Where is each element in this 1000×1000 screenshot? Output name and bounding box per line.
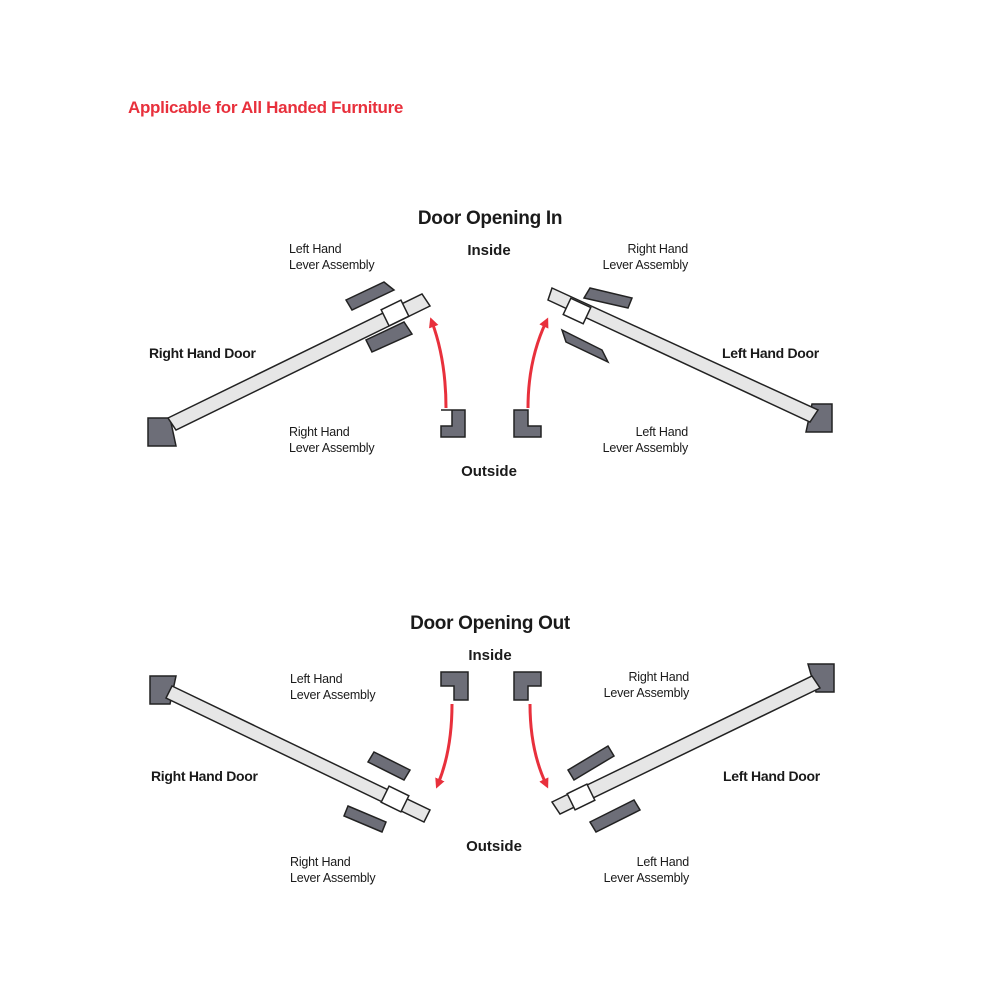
lever-assembly-label: Left Hand Lever Assembly: [289, 242, 375, 272]
lever-handle-inside: [584, 288, 632, 308]
lever-handle-inside: [368, 752, 410, 780]
section-title-opening-out: Door Opening Out: [410, 613, 570, 634]
frame-stop-left: [441, 410, 465, 437]
page-header: Applicable for All Handed Furniture: [128, 98, 404, 117]
lever-handle-outside: [562, 330, 608, 362]
frame-stop-left: [441, 672, 468, 700]
lever-assembly-label: Right Hand Lever Assembly: [602, 242, 688, 272]
lever-assembly-label: Right Hand Lever Assembly: [290, 855, 376, 885]
right-hand-door-label: Right Hand Door: [149, 345, 256, 361]
frame-stop-right: [514, 410, 541, 437]
frame-stop-right: [514, 672, 541, 700]
swing-arrow-left: [432, 322, 446, 408]
lever-handle-outside: [590, 800, 640, 832]
opening-out-left-hand-door: [552, 664, 834, 832]
swing-arrow-right: [530, 704, 546, 784]
lever-assembly-label: Left Hand Lever Assembly: [602, 425, 688, 455]
swing-arrow-right: [528, 322, 546, 408]
lever-assembly-label: Right Hand Lever Assembly: [603, 670, 689, 700]
left-hand-door-label: Left Hand Door: [722, 345, 819, 361]
swing-arrow-left: [438, 704, 452, 784]
lever-handle-outside: [344, 806, 386, 832]
opening-in-right-hand-door: [148, 282, 430, 446]
lever-assembly-label: Left Hand Lever Assembly: [603, 855, 689, 885]
outside-label: Outside: [461, 463, 517, 480]
section-title-opening-in: Door Opening In: [417, 208, 563, 229]
lever-handle-inside: [346, 282, 394, 310]
inside-label: Inside: [467, 242, 511, 259]
inside-label: Inside: [468, 647, 512, 664]
right-hand-door-label: Right Hand Door: [151, 768, 258, 784]
lever-assembly-label: Right Hand Lever Assembly: [289, 425, 375, 455]
lever-assembly-label: Left Hand Lever Assembly: [290, 672, 376, 702]
outside-label: Outside: [466, 838, 522, 855]
left-hand-door-label: Left Hand Door: [723, 768, 820, 784]
